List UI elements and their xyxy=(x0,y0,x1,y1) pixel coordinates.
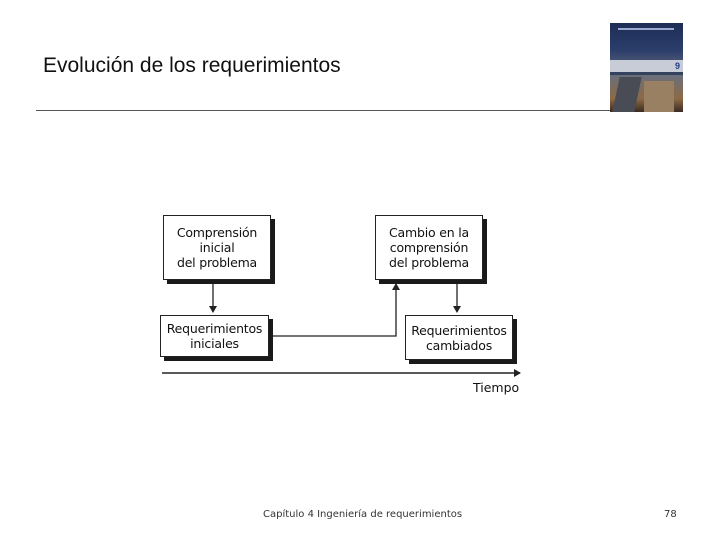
box-changed-requirements xyxy=(405,315,513,360)
time-axis-label: Tiempo xyxy=(473,380,520,395)
box-changed-understanding-label: Cambio en la comprensión del problema xyxy=(388,225,470,270)
box-initial-requirements-label: Requerimientos iniciales xyxy=(166,321,263,351)
box-initial-requirements xyxy=(160,315,269,357)
slide-title: Evolución de los requerimientos xyxy=(43,54,341,77)
arrow-to-change xyxy=(268,284,396,336)
page-number: 78 xyxy=(664,509,677,520)
book-cover-image: 9 xyxy=(610,23,683,112)
box-initial-understanding xyxy=(163,215,271,280)
footer-text: Capítulo 4 Ingeniería de requerimientos xyxy=(263,509,463,520)
box-initial-understanding-label: Comprensión inicial del problema xyxy=(176,225,258,270)
box-changed-understanding xyxy=(375,215,483,280)
box-changed-requirements-label: Requerimientos cambiados xyxy=(411,322,507,353)
